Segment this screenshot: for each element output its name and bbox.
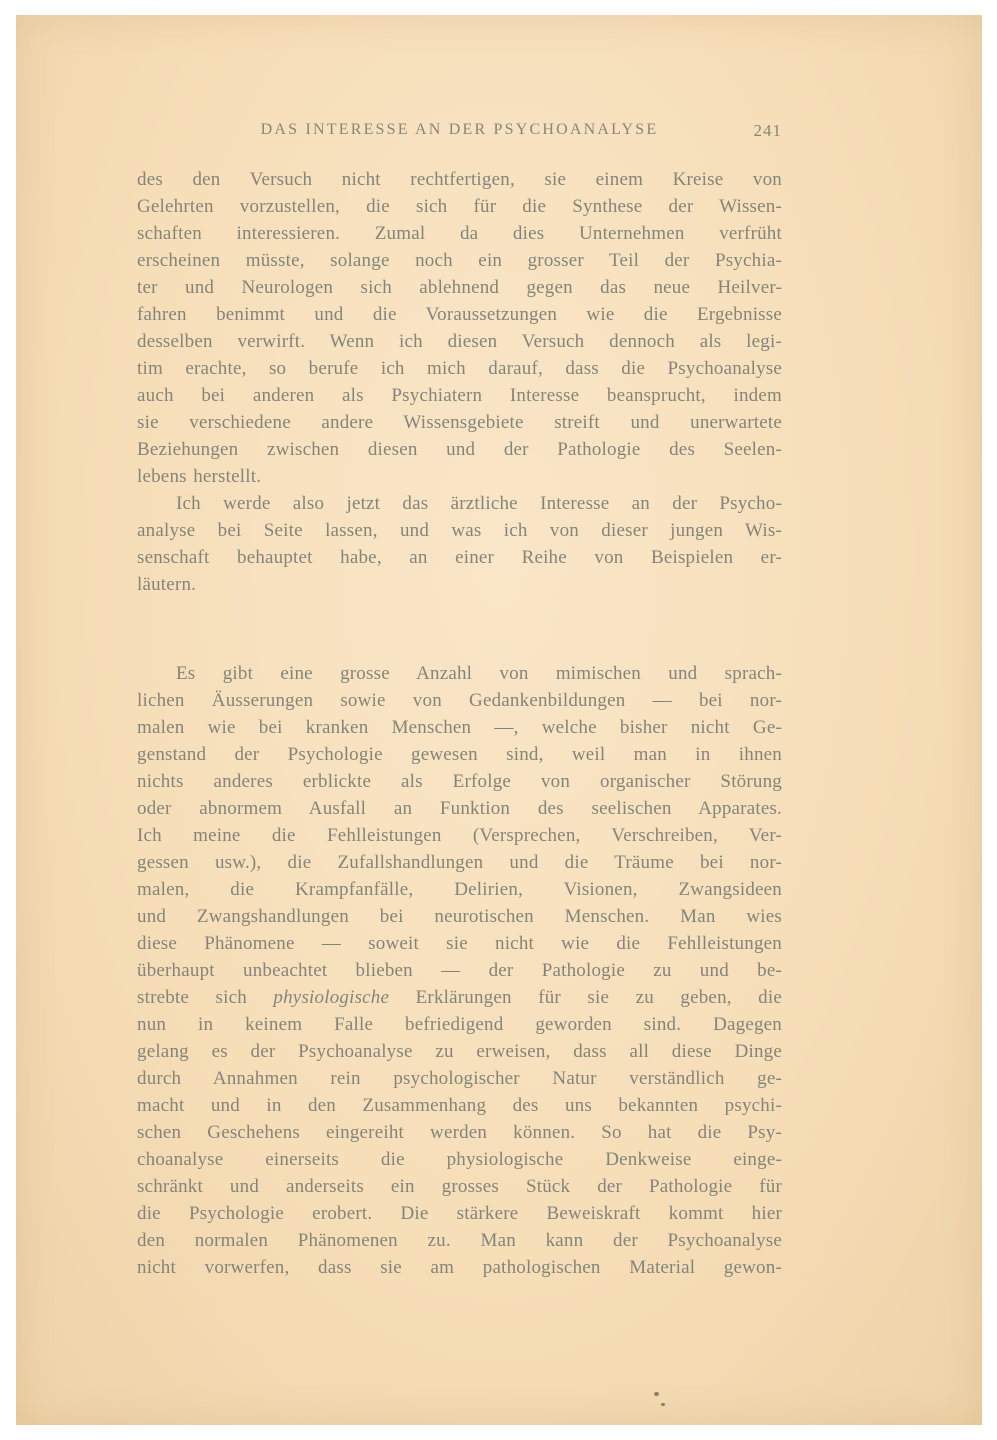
text-line: gelang es der Psychoanalyse zu erweisen, dass all diese Dinge xyxy=(137,1041,782,1062)
running-title: DAS INTERESSE AN DER PSYCHOANALYSE xyxy=(260,121,659,138)
text-line: und Zwangshandlungen bei neurotischen Menschen. Man wies xyxy=(137,906,782,927)
text-line: den normalen Phänomenen zu. Man kann der Psychoanalyse xyxy=(137,1230,782,1251)
text-line: Beziehungen zwischen diesen und der Pathologie des Seelen- xyxy=(137,439,782,460)
text-line: Ich meine die Fehlleistungen (Versprechen, Verschreiben, Ver- xyxy=(137,825,782,846)
text-line: erscheinen müsste, solange noch ein grosser Teil der Psychia- xyxy=(137,250,782,271)
scan-artifact-speck xyxy=(661,1403,665,1406)
text-block xyxy=(137,166,782,1281)
scan-artifact-speck xyxy=(654,1392,659,1396)
page-header xyxy=(137,15,782,143)
text-line: schränkt und anderseits ein grosses Stück der Pathologie für xyxy=(137,1176,782,1197)
text-line: auch bei anderen als Psychiatern Interesse beansprucht, indem xyxy=(137,385,782,406)
text-line: nichts anderes erblickte als Erfolge von organischer Störung xyxy=(137,771,782,792)
text-line: tim erachte, so berufe ich mich darauf, dass die Psychoanalyse xyxy=(137,358,782,379)
text-line: nicht vorwerfen, dass sie am pathologischen Material gewon- xyxy=(137,1257,782,1278)
text-line: die Psychologie erobert. Die stärkere Beweiskraft kommt hier xyxy=(137,1203,782,1224)
text-line: Es gibt eine grosse Anzahl von mimischen und sprach- xyxy=(176,663,782,684)
text-line: läutern. xyxy=(137,574,197,595)
text-line: ter und Neurologen sich ablehnend gegen das neue Heilver- xyxy=(137,277,782,298)
text-line: schaften interessieren. Zumal da dies Unternehmen verfrüht xyxy=(137,223,782,244)
text-line: senschaft behauptet habe, an einer Reihe von Beispielen er- xyxy=(137,547,782,568)
text-line: lebens herstellt. xyxy=(137,466,262,487)
page-number: 241 xyxy=(753,121,782,140)
text-line: malen, die Krampfanfälle, Delirien, Visionen, Zwangsideen xyxy=(137,879,782,900)
text-line: des den Versuch nicht rechtfertigen, sie einem Kreise von xyxy=(137,169,782,190)
book-page xyxy=(16,15,982,1425)
text-line: lichen Äusserungen sowie von Gedankenbildungen — bei nor- xyxy=(137,690,782,711)
text-line: macht und in den Zusammenhang des uns bekannten psychi- xyxy=(137,1095,782,1116)
text-line: fahren benimmt und die Voraussetzungen wie die Ergebnisse xyxy=(137,304,782,325)
text-line: malen wie bei kranken Menschen —, welche bisher nicht Ge- xyxy=(137,717,782,738)
text-line: überhaupt unbeachtet blieben — der Pathologie zu und be- xyxy=(137,960,782,981)
text-line: strebte sich physiologische Erklärungen für sie zu geben, die xyxy=(137,987,782,1008)
text-line: gessen usw.), die Zufallshandlungen und die Träume bei nor- xyxy=(137,852,782,873)
text-line: sie verschiedene andere Wissensgebiete streift und unerwartete xyxy=(137,412,782,433)
text-line: Gelehrten vorzustellen, die sich für die Synthese der Wissen- xyxy=(137,196,782,217)
paragraph xyxy=(137,490,782,598)
text-line: diese Phänomene — soweit sie nicht wie die Fehlleistungen xyxy=(137,933,782,954)
text-line: nun in keinem Falle befriedigend geworden sind. Dagegen xyxy=(137,1014,782,1035)
text-line: choanalyse einerseits die physiologische Denkweise einge- xyxy=(137,1149,782,1170)
text-line: schen Geschehens eingereiht werden können. So hat die Psy- xyxy=(137,1122,782,1143)
text-line: analyse bei Seite lassen, und was ich von dieser jungen Wis- xyxy=(137,520,782,541)
text-line: desselben verwirft. Wenn ich diesen Versuch dennoch als legi- xyxy=(137,331,782,352)
paragraph xyxy=(137,166,782,490)
text-line: oder abnormem Ausfall an Funktion des seelischen Apparates. xyxy=(137,798,782,819)
text-line: durch Annahmen rein psychologischer Natur verständlich ge- xyxy=(137,1068,782,1089)
text-line: Ich werde also jetzt das ärztliche Interesse an der Psycho- xyxy=(176,493,782,514)
text-line: genstand der Psychologie gewesen sind, weil man in ihnen xyxy=(137,744,782,765)
paragraph xyxy=(137,660,782,1281)
